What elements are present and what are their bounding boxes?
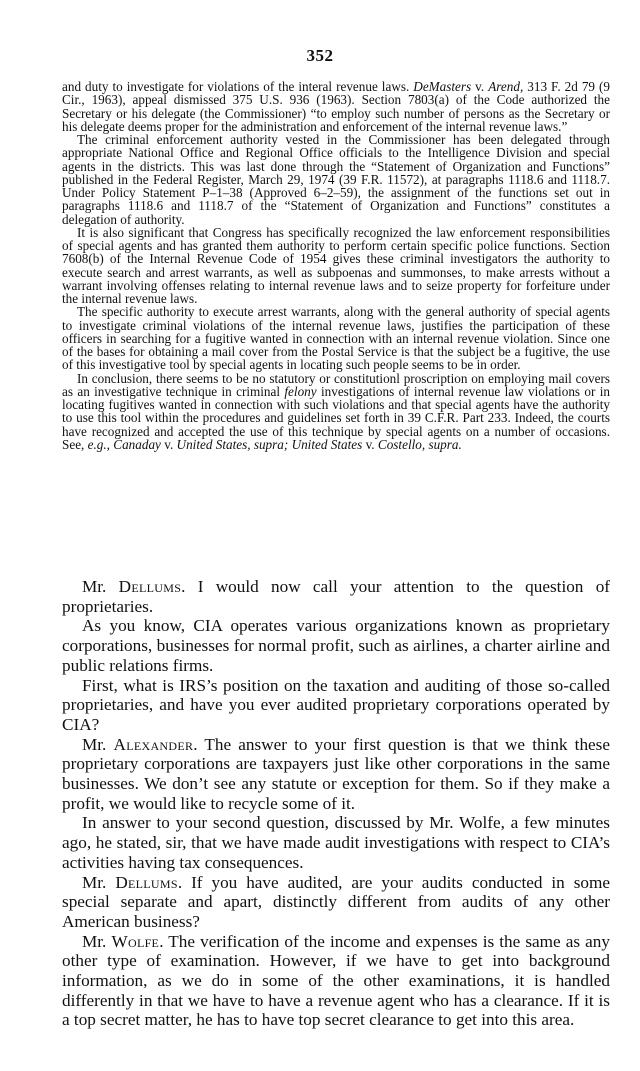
testimony-paragraph [62,735,610,814]
paragraph-text: . If you have audited, are your audits conducted in some special separate and apart, distinctly different from audits of any other American business? [62,872,610,931]
italic-text: e.g., Canaday [87,436,161,452]
italic-text: Arend, [488,79,524,94]
paragraph-text: . I would now call your attention to the question of proprietaries. [62,577,611,616]
italic-text: Costello, supra. [377,436,462,452]
paragraph-text: v. [160,436,177,452]
paragraph-text: . The verification of the income and expenses is the same as any other type of examination. However, if we have to get into background information, as we do in some of the other examinations, it is handled differently in that we have to have a revenue agent who has a clearance. If it is a top secret matter, he has to have top secret clearance to get into this area. [62,931,610,1030]
speaker-name: Dellums [118,577,182,596]
italic-text: felony [284,383,317,399]
paragraph-text: Mr. [82,577,119,596]
paragraph-text: Mr. [82,872,116,892]
small-print-paragraph [62,305,610,371]
small-print-section [62,80,610,451]
paragraph-text: In answer to your second question, discussed by Mr. Wolfe, a few minutes ago, he stated, sir, that we have made audit investigations with respect to CIA’s activities having tax consequences. [62,813,610,872]
paragraph-text: and duty to investigate for violations of the interal revenue laws. [62,79,414,94]
testimony-paragraph [62,577,610,616]
italic-text: United States, supra; United States [176,436,363,452]
paragraph-text: investigations of internal revenue law violations or in locating fugitives wanted in connection with such violations and that special agents have the authority to use this tool within the procedures and guidelines set forth in 39 C.F.R. Part 233. Indeed, the courts have recognized and accepted the use of this technique by special agents on a number of occasions. See, [62,383,610,452]
testimony-section [62,577,610,1030]
testimony-paragraph [62,932,610,1031]
paragraph-text: First, what is IRS’s position on the taxation and auditing of those so-called proprietaries, and have you ever audited proprietary corporations operated by CIA? [62,675,610,734]
paragraph-text: As you know, CIA operates various organizations known as proprietary corporations, businesses for normal profit, such as airlines, a charter airline and public relations firms. [62,616,610,675]
paragraph-text: v. [362,436,378,452]
paragraph-text: Mr. [82,931,112,951]
paragraph-text: Mr. [82,734,114,754]
speaker-name: Dellums [115,872,178,892]
speaker-name: Alexander [113,734,194,754]
speaker-name: Wolfe [111,931,160,951]
page-number: 352 [306,46,334,65]
italic-text: DeMasters [413,79,472,94]
paragraph-text: The criminal enforcement authority vested in the Commissioner has been delegated through appropriate National Office and Regional Office officials to the Intelligence Division and special agents in the districts. This was last done through the “Statement of Organization and Functions” published in the Federal Register, March 29, 1974 (39 F.R. 11572), at paragraphs 1118.6 and 1118.7. Under Policy Statement P–1–38 (Approved 6–2–59), the assignment of the functions set out in paragraphs 1118.6 and 1118.7 of the “Statement of Organization and Functions” constitutes a delegation of authority. [62,132,610,227]
testimony-paragraph [62,873,610,932]
small-print-paragraph [62,372,610,452]
testimony-paragraph [62,676,610,735]
testimony-paragraph [62,616,610,675]
paragraph-text: It is also significant that Congress has specifically recognized the law enforcement responsibilities of special agents and has granted them authority to perform certain specific police functions. Section 7608(b) of the Internal Revenue Code of 1954 gives these criminal investigators the authority to execute search and arrest warrants, as well as subpoenas and summonses, to make arrests without a warrant involving offenses relating to internal revenue laws and to seize property for forfeiture under the internal revenue laws. [62,224,610,306]
paragraph-text: . The answer to your first question is that we think these proprietary corporations are taxpayers just like other corporations in the same businesses. We don’t see any statute or exception for them. So if they make a profit, we would like to recycle some of it. [62,734,610,813]
testimony-paragraph [62,813,610,872]
paragraph-text: In conclusion, there seems to be no statutory or constitutionl proscription on employing mail covers as an investigative technique in criminal [62,370,610,399]
paragraph-text: 313 F. 2d 79 (9 Cir., 1963), appeal dismissed 375 U.S. 936 (1963). Section 7803(a) of the Code authorized the Secretary or his delegate (the Commissioner) “to employ such number of persons as the Secretary or his delegate deems proper for the administration and enforcement of the internal revenue laws.” [62,79,610,134]
paragraph-text: v. [471,79,489,94]
paragraph-text: The specific authority to execute arrest warrants, along with the general authority of special agents to investigate criminal violations of the internal revenue laws, justifies the participation of these officers in searching for a fugitive wanted in connection with an internal revenue violation. Since one of the bases for obtaining a mail cover from the Postal Service is that the subject be a fugitive, the use of this investigative tool by special agents in locating such people seems to be in order. [62,304,610,373]
small-print-paragraph [62,133,610,226]
small-print-paragraph [62,226,610,306]
small-print-paragraph [62,80,610,133]
